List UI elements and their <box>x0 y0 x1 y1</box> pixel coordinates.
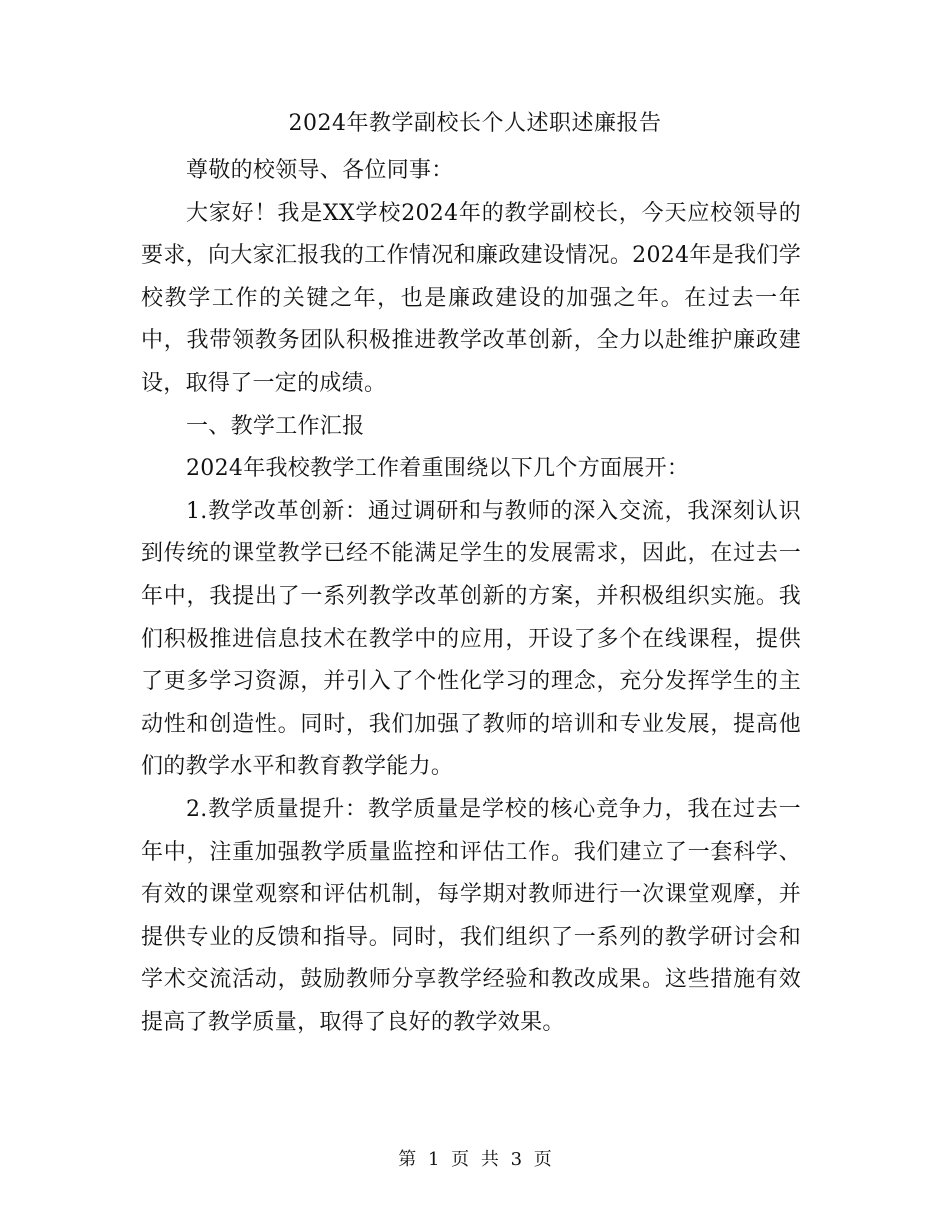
document-title: 2024年教学副校长个人述职述廉报告 <box>288 111 662 136</box>
reform-paragraph: 1.教学改革创新：通过调研和与教师的深入交流，我深刻认识到传统的课堂教学已经不能满足学生的发展需求，因此，在过去一年中，我提出了一系列教学改革创新的方案，并积极组织实施。我们积极推进信息技术在教学中的应用，开设了多个在线课程，提供了更多学习资源，并引入了个性化学习的理念，充分发挥学生的主动性和创造性。同时，我们加强了教师的培训和专业发展，提高他们的教学水平和教育教学能力。 <box>141 498 801 780</box>
quality-paragraph: 2.教学质量提升：教学质量是学校的核心竞争力，我在过去一年中，注重加强教学质量监控和评估工作。我们建立了一套科学、有效的课堂观察和评估机制，每学期对教师进行一次课堂观摩，并提供专业的反馈和指导。同时，我们组织了一系列的教学研讨会和学术交流活动，鼓励教师分享教学经验和教改成果。这些措施有效提高了教学质量，取得了良好的教学效果。 <box>141 796 801 1035</box>
page-number-footer: 第 1 页 共 3 页 <box>398 1149 552 1170</box>
section-heading: 一、教学工作汇报 <box>186 413 365 439</box>
document-body <box>141 150 801 1044</box>
intro-paragraph: 大家好！我是XX学校2024年的教学副校长，今天应校领导的要求，向大家汇报我的工作情况和廉政建设情况。2024年是我们学校教学工作的关键之年，也是廉政建设的加强之年。在过去一年中，我带领教务团队积极推进教学改革创新，全力以赴维护廉政建设，取得了一定的成绩。 <box>141 200 801 396</box>
salutation-paragraph: 尊敬的校领导、各位同事： <box>186 158 454 183</box>
section-intro-paragraph: 2024年我校教学工作着重围绕以下几个方面展开： <box>186 456 690 482</box>
